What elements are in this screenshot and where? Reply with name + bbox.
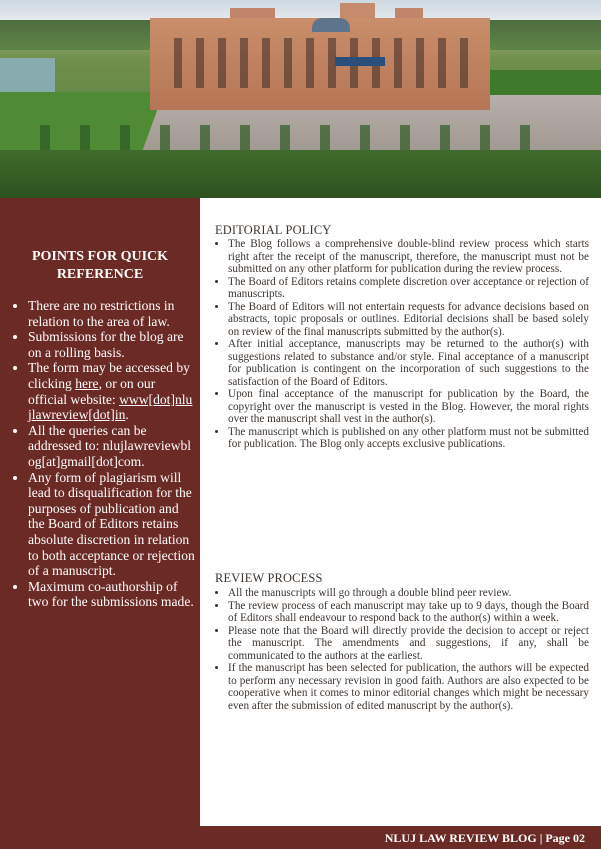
form-text-before: The form may be accessed by clicking — [28, 360, 190, 391]
review-process-heading: REVIEW PROCESS — [215, 571, 323, 585]
list-item: • Please note that the Board will directly provide the decision to accept or reject the manuscript. The amendments and suggestions, if any, shall be communicated to the authors at the earliest. — [228, 625, 589, 663]
form-link[interactable]: here — [75, 375, 99, 391]
quick-reference-list — [9, 298, 195, 610]
list-item: • If the manuscript has been selected for publication, the authors will be expected to perform any necessary revision in good faith. Authors are also expected to be cooperative when it comes to minor editorial changes which might be necessary even after the submission of edited manuscript by the author(s). — [228, 662, 589, 712]
list-item: • Maximum co-authorship of two for the submissions made. — [28, 579, 195, 610]
list-item: • The manuscript which is published on any other platform must not be submitted for publication. The Blog only accepts exclusive publications. — [228, 426, 589, 451]
list-item: • The Board of Editors retains complete discretion over acceptance or rejection of manuscripts. — [228, 276, 589, 301]
page-footer — [0, 826, 601, 849]
list-item: • The review process of each manuscript may take up to 9 days, though the Board of Editors shall endeavour to respond back to the author(s) within a week. — [228, 600, 589, 625]
main-content — [200, 198, 601, 826]
sidebar-title: POINTS FOR QUICK REFERENCE — [31, 249, 169, 282]
list-item-form — [28, 360, 195, 422]
editorial-policy-heading: EDITORIAL POLICY — [215, 223, 332, 237]
contact-email: nlujlawreviewblog[at]gmail[dot]com. — [28, 438, 192, 469]
list-item: • The Board of Editors will not entertain requests for advance decisions based on abstracts, topic proposals or outlines. Editorial decisions shall be based solely on review of the final manuscripts submitted by the author(s). — [228, 301, 589, 339]
list-item: • The Blog follows a comprehensive double-blind review process which starts right after the receipt of the manuscript, therefore, the manuscript must not be submitted on any other platform for publication during the review process. — [228, 238, 589, 276]
campus-photo — [0, 0, 601, 198]
list-item: • Any form of plagiarism will lead to disqualification for the purposes of publication and the Board of Editors retains absolute discretion in relation to both acceptance or rejection of a manuscript. — [28, 470, 195, 579]
quick-reference-sidebar — [0, 198, 200, 826]
form-text-after: . — [125, 407, 129, 423]
form-text-middle: , or on our official website: — [28, 375, 156, 407]
list-item: • Upon final acceptance of the manuscript for publication by the Board, the copyright over the manuscript is vested in the Blog. However, the moral rights over the manuscript shall vest in the author(s). — [228, 388, 589, 426]
list-item: • There are no restrictions in relation to the area of law. — [28, 298, 195, 329]
list-item: • After initial acceptance, manuscripts may be returned to the author(s) with suggestions related to substance and/or style. Final acceptance of a manuscript for publication is contingent on the incorporation of such suggestions to the satisfaction of the Board of Editors. — [228, 338, 589, 388]
footer-text: NLUJ LAW REVIEW BLOG | Page 02 — [384, 831, 585, 845]
queries-text: All the queries can be addressed to: — [28, 422, 147, 454]
list-item-queries — [28, 423, 195, 470]
editorial-policy-list — [215, 238, 589, 451]
list-item: • All the manuscripts will go through a double blind peer review. — [228, 587, 589, 600]
website-link[interactable]: www[dot]nlujlawreview[dot]in — [28, 391, 193, 423]
review-process-list — [215, 587, 589, 712]
list-item: • Submissions for the blog are on a rolling basis. — [28, 329, 195, 360]
